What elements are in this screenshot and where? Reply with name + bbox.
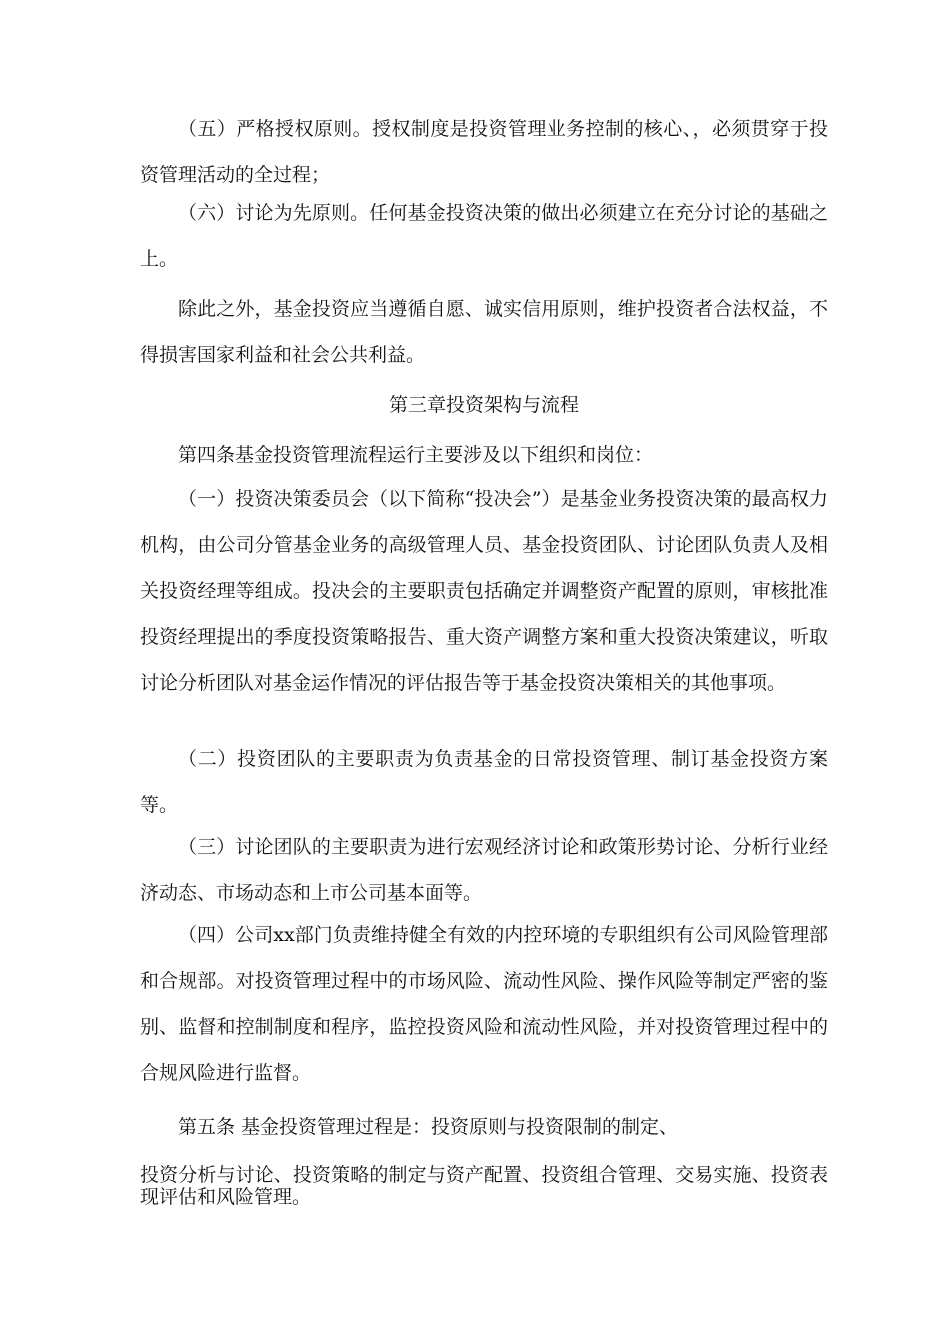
paragraph-additional-principles: 除此之外，基金投资应当遵循自愿、诚实信用原则，维护投资者合法权益，不得损害国家利益和社会公共利益。 — [140, 298, 828, 366]
article-4-intro: 第四条基金投资管理流程运行主要涉及以下组织和岗位： — [178, 444, 654, 466]
paragraph-risk-department: （四）公司xx部门负责维持健全有效的内控环境的专职组织有公司风险管理部和合规部。对投资管理过程中的市场风险、流动性风险、操作风险等制定严密的鉴别、监督和控制制度和程序，监控投资风险和流动性风险，并对投资管理过程中的合规风险进行监督。 — [140, 924, 828, 1084]
paragraph-investment-team: （二）投资团队的主要职责为负责基金的日常投资管理、制订基金投资方案等。 — [140, 748, 828, 816]
article-5-continuation: 投资分析与讨论、投资策略的制定与资产配置、投资组合管理、交易实施、投资表现评估和风险管理。 — [140, 1164, 828, 1208]
chapter-heading: 第三章投资架构与流程 — [388, 394, 579, 416]
paragraph-investment-committee: （一）投资决策委员会（以下简称“投决会”）是基金业务投资决策的最高权力机构，由公司分管基金业务的高级管理人员、基金投资团队、讨论团队负责人及相关投资经理等组成。投决会的主要职责包括确定并调整资产配置的原则，审核批准投资经理提出的季度投资策略报告、重大资产调整方案和重大投资决策建议，听取讨论分析团队对基金运作情况的评估报告等于基金投资决策相关的其他事项。 — [140, 488, 828, 694]
paragraph-principle-6: （六）讨论为先原则。任何基金投资决策的做出必须建立在充分讨论的基础之上。 — [140, 202, 828, 270]
article-5-line: 第五条 基金投资管理过程是：投资原则与投资限制的制定、 — [178, 1116, 679, 1138]
paragraph-research-team: （三）讨论团队的主要职责为进行宏观经济讨论和政策形势讨论、分析行业经济动态、市场动态和上市公司基本面等。 — [140, 836, 828, 904]
paragraph-principle-5: （五）严格授权原则。授权制度是投资管理业务控制的核心、，必须贯穿于投资管理活动的全过程； — [140, 118, 828, 186]
